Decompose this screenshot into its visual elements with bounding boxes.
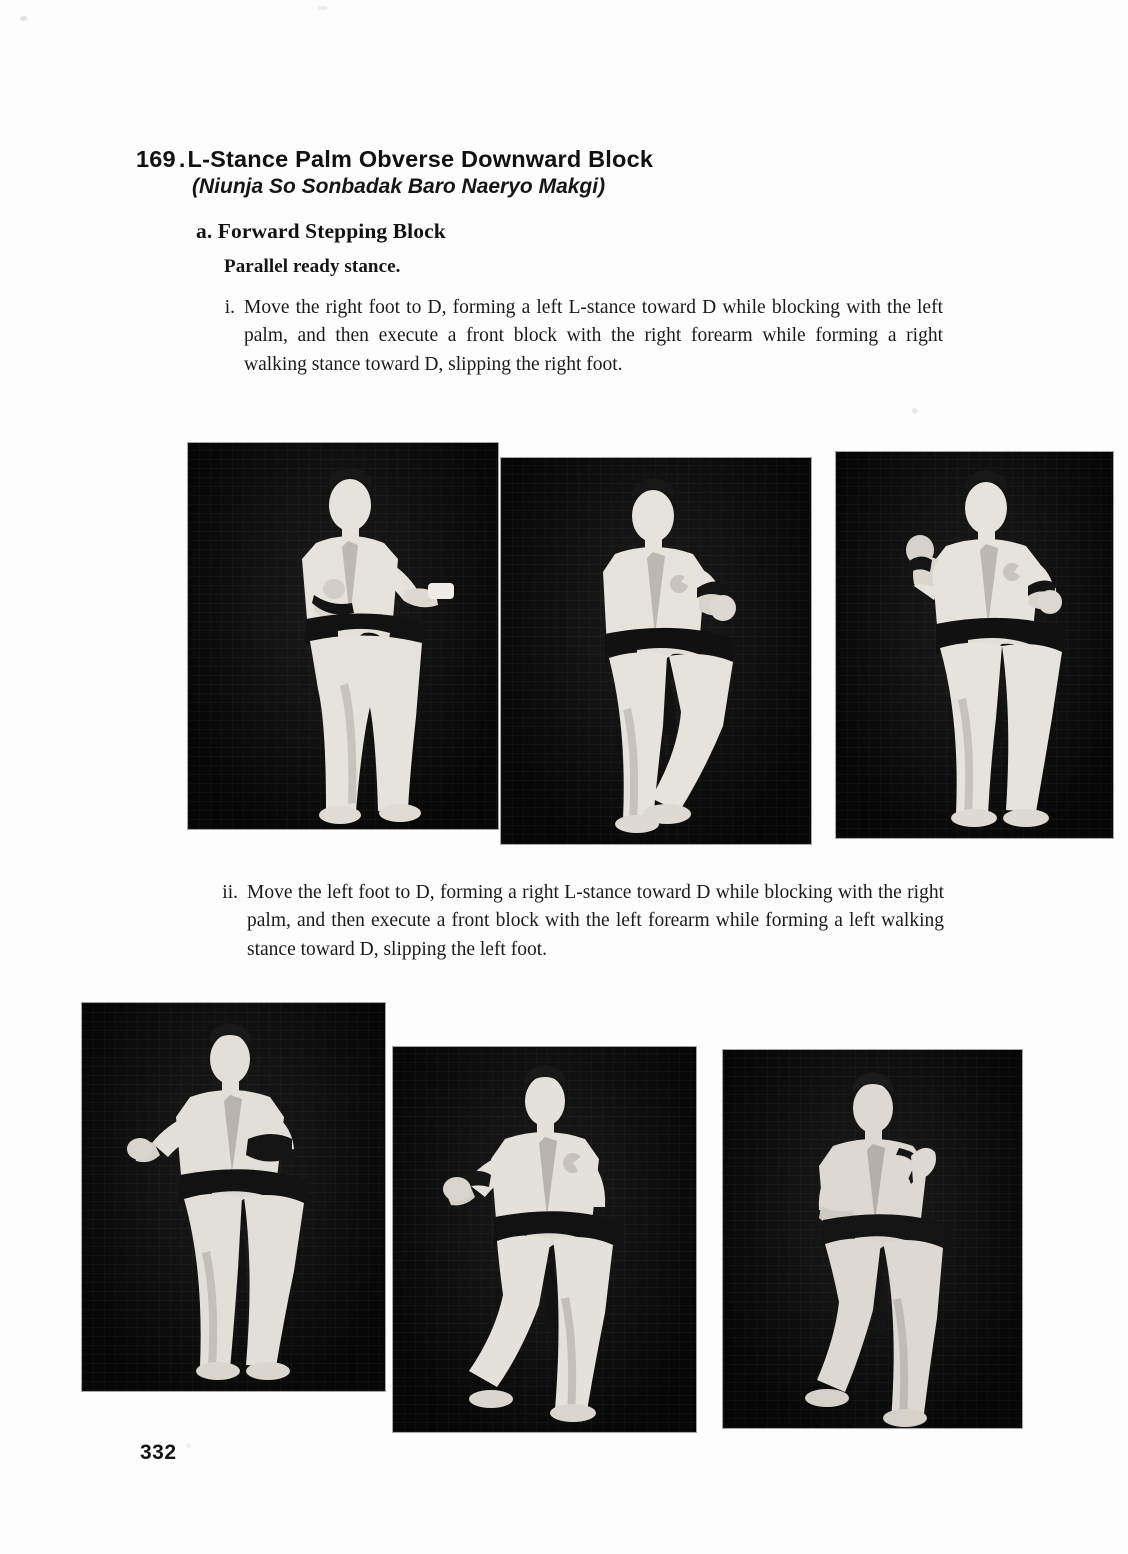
ready-stance-text: Parallel ready stance.: [224, 256, 401, 277]
step-marker-i: i.: [224, 297, 235, 318]
page-heading: [136, 146, 956, 199]
figure-silhouette-icon: [723, 1050, 1022, 1428]
step-paragraph-ii: [211, 879, 944, 964]
figure-silhouette-icon: [188, 443, 498, 829]
photo-step-i-3: [836, 452, 1113, 838]
step-marker-ii: ii.: [222, 882, 238, 903]
scan-artifact: [318, 6, 328, 10]
photo-step-ii-2: [393, 1047, 696, 1432]
page-number: 332: [140, 1441, 177, 1464]
heading-title: L-Stance Palm Obverse Downward Block: [187, 146, 654, 172]
scan-artifact: [186, 1443, 191, 1448]
figure-silhouette-icon: [501, 458, 811, 844]
figure-silhouette-icon: [82, 1003, 385, 1391]
figure-silhouette-icon: [836, 452, 1113, 838]
scan-artifact: [912, 408, 918, 414]
photo-step-i-2: [501, 458, 811, 844]
step-paragraph-i: [215, 294, 943, 379]
step-text-ii: Move the left foot to D, forming a right L-stance toward D while blocking with the right palm, and then execute a front block with the left forearm while forming a left walking stance toward D, slipping the left foot.: [247, 882, 944, 960]
heading-title-line: [136, 146, 956, 172]
photo-step-ii-3: [723, 1050, 1022, 1428]
scan-artifact: [20, 16, 27, 21]
figure-silhouette-icon: [393, 1047, 696, 1432]
step-text-i: Move the right foot to D, forming a left L-stance toward D while blocking with the left palm, and then execute a front block with the right forearm while forming a right walking stance toward D, slipping the right foot.: [244, 297, 943, 375]
section-label: a. Forward Stepping Block: [196, 219, 446, 243]
heading-subtitle: (Niunja So Sonbadak Baro Naeryo Makgi): [192, 175, 606, 199]
photo-step-ii-1: [82, 1003, 385, 1391]
heading-number: 169: [136, 146, 176, 172]
photo-step-i-1: [188, 443, 498, 829]
heading-separator: .: [178, 146, 186, 172]
